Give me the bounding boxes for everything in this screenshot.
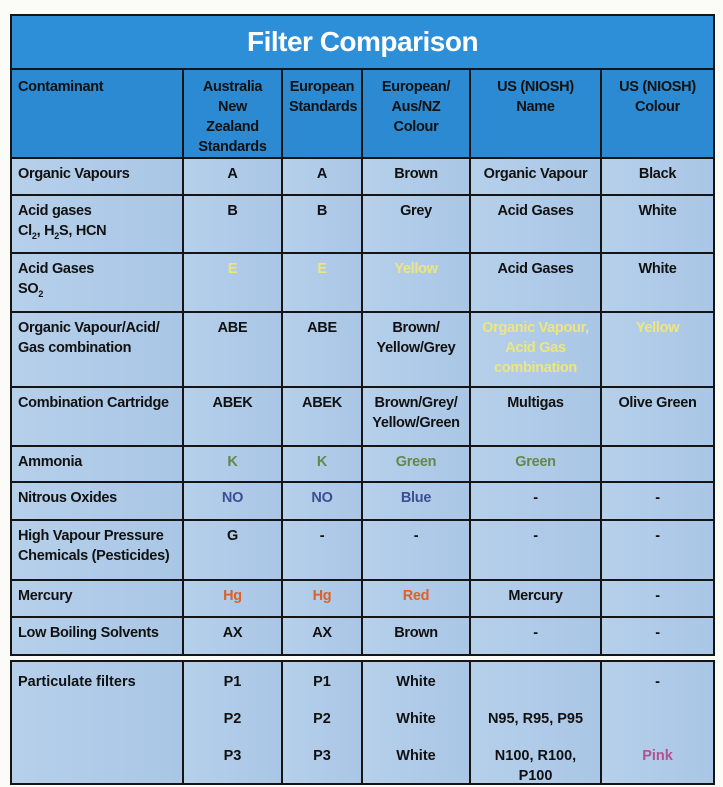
cell-text: Olive Green: [618, 395, 697, 411]
table-row: [11, 158, 714, 195]
cell-niosh-colour: [601, 446, 714, 482]
table-row: [11, 482, 714, 520]
table-row: [11, 520, 714, 580]
cell-text: Hg: [223, 588, 242, 604]
table-row: [11, 617, 714, 655]
cell-text: White: [638, 261, 677, 277]
cell-text: Organic Vapours: [18, 166, 130, 182]
cell-text: Organic Vapour: [483, 166, 588, 182]
cell-colour: [362, 195, 470, 253]
header-european-standards: European Standards: [282, 69, 362, 158]
cell-aus-nz-standards: [183, 446, 282, 482]
chemical-formula: [18, 221, 176, 246]
table-row: [11, 195, 714, 253]
cell-text: AX: [222, 625, 243, 641]
cell-aus-nz-standards: [183, 387, 282, 446]
cell-text: Black: [638, 166, 677, 182]
cell-colour: [362, 617, 470, 655]
particulate-label: Particulate filters: [11, 661, 183, 784]
cell-aus-nz-standards: [183, 158, 282, 195]
cell-text: Mercury: [18, 588, 73, 604]
table-row: [11, 446, 714, 482]
cell-niosh-name: [470, 617, 601, 655]
cell-text: -: [413, 528, 419, 544]
header-niosh-colour: US (NIOSH) Colour: [601, 69, 714, 158]
cell-text: Brown/ Yellow/Grey: [376, 320, 456, 356]
particulate-value: -: [655, 674, 660, 690]
cell-text: Green: [395, 454, 437, 470]
cell-contaminant: [11, 482, 183, 520]
cell-niosh-colour: [601, 387, 714, 446]
cell-niosh-name: [470, 195, 601, 253]
cell-text: Grey: [400, 203, 432, 219]
cell-text: Hg: [312, 588, 332, 604]
cell-niosh-colour: [601, 195, 714, 253]
particulate-colour: [362, 661, 470, 784]
cell-text: G: [227, 528, 238, 544]
cell-text: -: [655, 625, 660, 641]
cell-niosh-name: [470, 482, 601, 520]
table-row: [11, 580, 714, 617]
particulate-value: [477, 672, 594, 709]
cell-niosh-name: [470, 312, 601, 387]
cell-aus-nz-standards: [183, 520, 282, 580]
cell-text: Multigas: [507, 395, 564, 411]
particulate-value: P1: [223, 674, 242, 690]
cell-contaminant: [11, 195, 183, 253]
cell-text: Acid gases: [18, 203, 92, 219]
cell-text: -: [533, 528, 538, 544]
cell-text: Acid Gases: [497, 203, 574, 219]
formula-part: SO: [18, 281, 39, 297]
cell-aus-nz-standards: [183, 617, 282, 655]
header-niosh-name: US (NIOSH) Name: [470, 69, 601, 158]
particulate-value: N100, R100, P100: [494, 748, 577, 784]
cell-niosh-name: [470, 158, 601, 195]
particulate-value: White: [396, 711, 436, 727]
cell-text: Low Boiling Solvents: [18, 625, 159, 641]
cell-niosh-colour: [601, 520, 714, 580]
particulate-value: N95, R95, P95: [487, 711, 584, 727]
cell-text: Red: [402, 588, 430, 604]
cell-european-standards: [282, 387, 362, 446]
formula-part: 2: [31, 230, 37, 241]
cell-contaminant: [11, 312, 183, 387]
cell-colour: [362, 158, 470, 195]
cell-aus-nz-standards: [183, 195, 282, 253]
particulate-value: White: [396, 748, 436, 764]
table-row: [11, 387, 714, 446]
particulate-value: White: [396, 674, 436, 690]
cell-european-standards: [282, 617, 362, 655]
cell-text: Yellow: [635, 320, 680, 336]
filter-comparison-table: [10, 14, 713, 656]
cell-colour: [362, 312, 470, 387]
cell-text: Brown: [394, 166, 438, 182]
cell-text: NO: [311, 490, 333, 506]
cell-contaminant: [11, 446, 183, 482]
particulate-value: P1: [313, 674, 331, 690]
cell-contaminant: [11, 617, 183, 655]
cell-niosh-name: [470, 253, 601, 312]
cell-aus-nz-standards: [183, 580, 282, 617]
formula-part: , H: [36, 223, 55, 239]
cell-colour: [362, 253, 470, 312]
cell-text: Combination Cartridge: [18, 395, 169, 411]
cell-text: Yellow: [394, 261, 438, 277]
formula-part: 2: [54, 230, 59, 241]
cell-text: -: [655, 588, 660, 604]
cell-niosh-colour: [601, 158, 714, 195]
cell-niosh-name: [470, 446, 601, 482]
cell-text: A: [316, 166, 328, 182]
cell-contaminant: [11, 158, 183, 195]
cell-text: Acid Gases: [18, 261, 94, 277]
table-row: [11, 312, 714, 387]
cell-aus-nz-standards: [183, 253, 282, 312]
particulate-value: P3: [223, 748, 242, 764]
particulate-table: [10, 660, 713, 785]
cell-aus-nz-standards: [183, 482, 282, 520]
cell-european-standards: [282, 580, 362, 617]
cell-text: Organic Vapour/Acid/ Gas combination: [18, 320, 160, 356]
cell-text: ABEK: [302, 395, 342, 411]
cell-european-standards: [282, 253, 362, 312]
cell-colour: [362, 580, 470, 617]
cell-european-standards: [282, 312, 362, 387]
particulate-value: P3: [313, 748, 331, 764]
particulate-eu: [282, 661, 362, 784]
cell-aus-nz-standards: [183, 312, 282, 387]
cell-niosh-name: [470, 580, 601, 617]
header-colour: European/ Aus/NZ Colour: [362, 69, 470, 158]
cell-niosh-name: [470, 387, 601, 446]
particulate-aus: [183, 661, 282, 784]
cell-european-standards: [282, 158, 362, 195]
cell-text: B: [227, 203, 238, 219]
particulate-niosh: [470, 661, 601, 784]
cell-text: Mercury: [508, 588, 563, 604]
cell-text: -: [655, 528, 660, 544]
header-contaminant: Contaminant: [11, 69, 183, 158]
cell-text: ABE: [217, 320, 248, 336]
cell-text: E: [227, 261, 238, 277]
cell-text: Organic Vapour, Acid Gas combination: [482, 320, 589, 376]
cell-text: A: [227, 166, 238, 182]
cell-european-standards: [282, 482, 362, 520]
cell-text: E: [317, 261, 327, 277]
cell-niosh-colour: [601, 482, 714, 520]
table-row: [11, 253, 714, 312]
cell-text: -: [533, 625, 538, 641]
cell-text: Brown: [394, 625, 438, 641]
cell-text: K: [227, 454, 238, 470]
cell-text: Blue: [400, 490, 432, 506]
cell-text: ABEK: [212, 395, 253, 411]
cell-european-standards: [282, 520, 362, 580]
cell-text: -: [655, 490, 660, 506]
formula-part: Cl: [18, 223, 32, 239]
cell-text: Brown/Grey/ Yellow/Green: [372, 395, 460, 431]
cell-colour: [362, 520, 470, 580]
cell-text: Acid Gases: [497, 261, 574, 277]
formula-part: S, HCN: [58, 223, 107, 239]
particulate-value: Pink: [642, 748, 673, 764]
cell-text: B: [316, 203, 328, 219]
cell-niosh-colour: [601, 253, 714, 312]
cell-niosh-colour: [601, 312, 714, 387]
header-aus-nz-standards: Australia New Zealand Standards: [183, 69, 282, 158]
table-title: Filter Comparison: [11, 15, 714, 69]
chemical-formula: [18, 279, 176, 304]
cell-text: ABE: [307, 320, 337, 336]
cell-european-standards: [282, 446, 362, 482]
particulate-niosh-colour: [601, 661, 714, 784]
particulate-value: P2: [313, 711, 331, 727]
cell-colour: [362, 482, 470, 520]
cell-niosh-name: [470, 520, 601, 580]
cell-european-standards: [282, 195, 362, 253]
cell-text: AX: [312, 625, 332, 641]
cell-niosh-colour: [601, 617, 714, 655]
cell-text: White: [638, 203, 677, 219]
cell-text: NO: [221, 490, 244, 506]
cell-contaminant: [11, 520, 183, 580]
cell-contaminant: [11, 580, 183, 617]
particulate-value: P2: [223, 711, 242, 727]
cell-text: High Vapour Pressure Chemicals (Pesticides): [18, 528, 170, 564]
formula-part: 2: [38, 288, 44, 299]
cell-contaminant: [11, 253, 183, 312]
cell-text: -: [319, 528, 325, 544]
particulate-value: [608, 709, 707, 746]
cell-contaminant: [11, 387, 183, 446]
cell-text: Ammonia: [18, 454, 82, 470]
cell-text: -: [533, 490, 538, 506]
cell-text: Nitrous Oxides: [18, 490, 117, 506]
cell-niosh-colour: [601, 580, 714, 617]
cell-text: K: [316, 454, 328, 470]
cell-colour: [362, 446, 470, 482]
cell-text: Green: [515, 454, 556, 470]
cell-colour: [362, 387, 470, 446]
